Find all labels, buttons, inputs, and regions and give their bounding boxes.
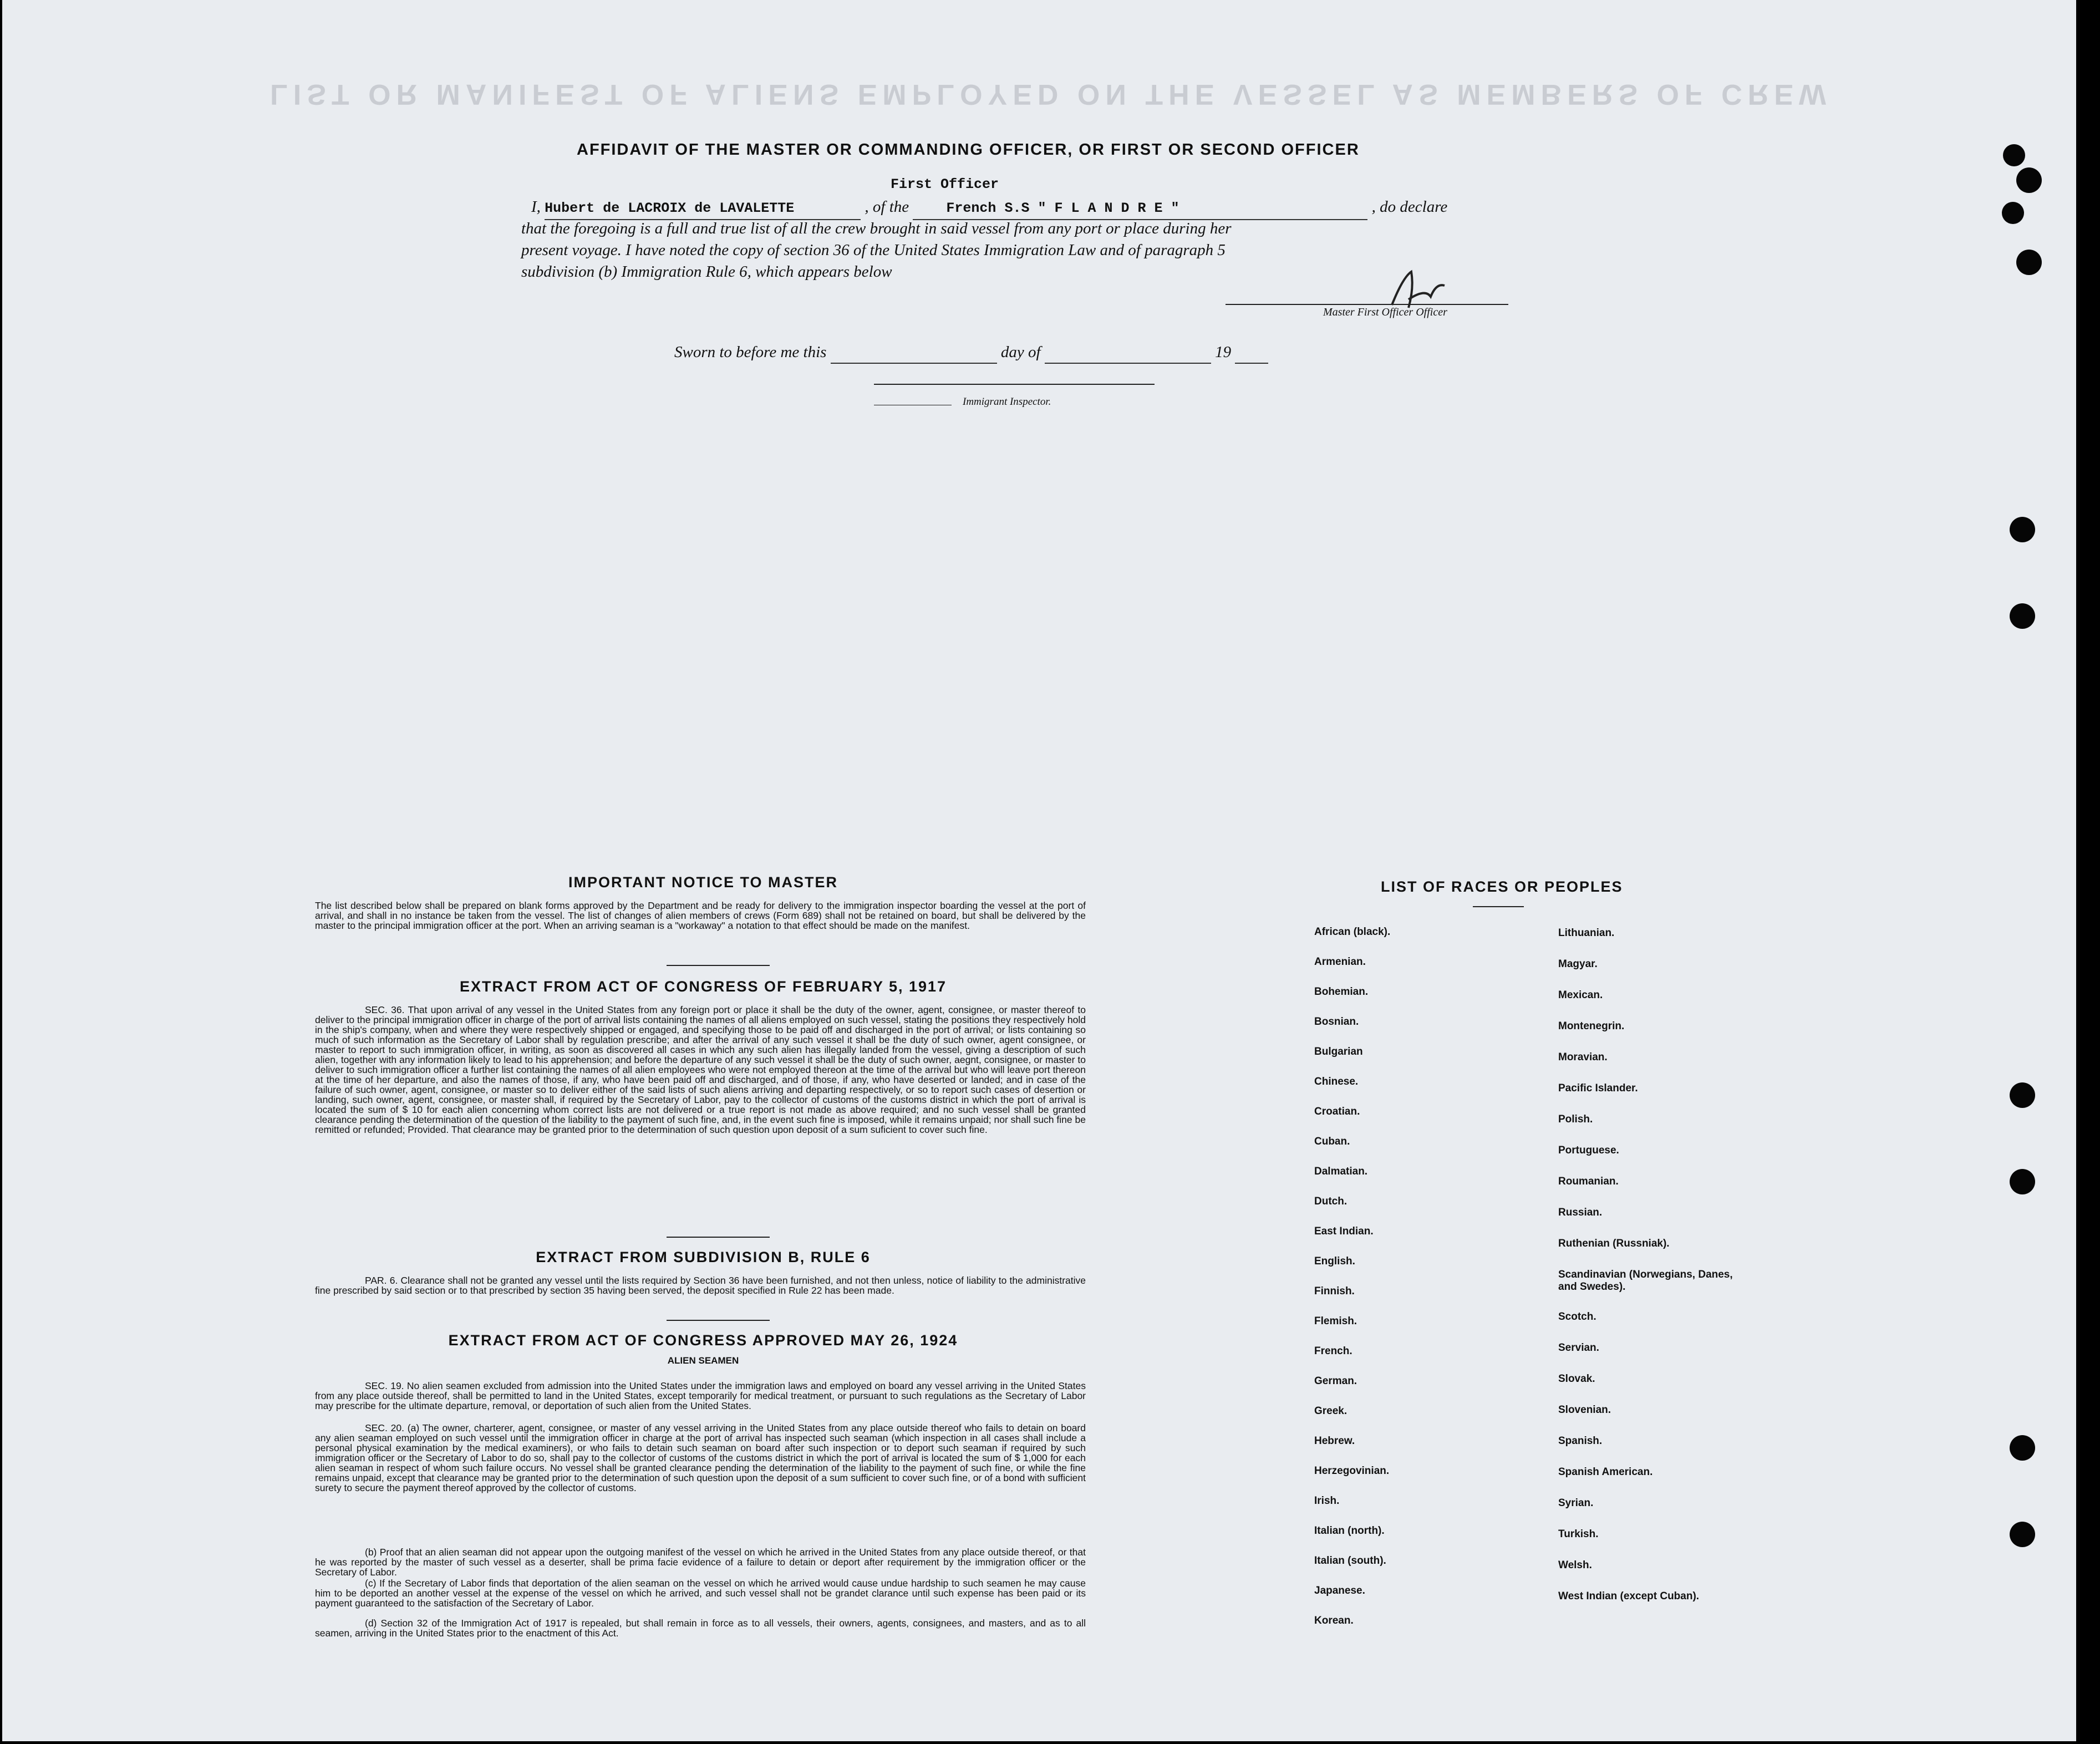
extract-rule6-title: EXTRACT FROM SUBDIVISION B, RULE 6 [536,1249,871,1265]
race-item: German. [1314,1375,1357,1387]
race-item: Irish. [1314,1495,1340,1507]
race-item: Russian. [1558,1207,1603,1218]
race-item: Pacific Islander. [1558,1082,1638,1094]
extract-1917-body: SEC. 36. That upon arrival of any vessel in the United States from any foreign port or place it shall be the duty of the owner, agent, consignee, or master thereof to deliver to the principal immigration officer in charge of the port of arrival lists containing the names of all aliens employed on such vessel, stating the positions they respectively hold in the ship's company, when and where they were respectively shipped or engaged, and specifying those to be paid off and discharged in the port of arrival; or lists containing so much of such information as the Secretary of Labor shall by regulation prescribe; and after the arrival of any such vessel it shall be the duty of such owner, agent consignee, or master to report to such immigration officer, in writing, as soon as discovered all cases in which any such alien has illegally landed from the vessel, giving a description of such alien, together with any information likely to lead to his apprehension; and before the departure of any such vessel it shall be the duty of such owner, aegnt, consignee, or master to deliver to such immigration officer a further list containing the names of all alien employees who were not employed thereon at the time of the arrival but who will leave port thereon at the time of her departure, and also the names of those, if any, who have been paid off and discharged, and of those, if any, who have deserted or landed; and in case of the failure of such owner, agent, consignee, or master so to deliver either of the said lists of such aliens arriving and departing respectively, or so to report such cases of desertion or landing, such owner, agent, consignee, or master shall, if required by the Secretary of Labor, pay to the collector of customs of the customs district in which the port of arrival is located the sum of $ 10 for each alien concerning whom correct lists are not delivered or a true report is not made as above required; and no such vessel shall be granted clearance pending the determination of the question of the liability to the payment of such fine, and, in the event such fine is imposed, while it remains unpaid; nor shall such fine be remitted or refunded; Provided. That clearance may be granted prior to the determination of such question upon deposit of a sum suficient to cover such fine. [315,1004,1086,1135]
master-name: Hubert de LACROIX de LAVALETTE [545,200,795,216]
race-item: Flemish. [1314,1315,1357,1327]
race-item: Bulgarian [1314,1046,1363,1057]
race-item: Hebrew. [1314,1435,1355,1447]
race-item: Syrian. [1558,1497,1594,1509]
race-item: Mexican. [1558,989,1603,1001]
race-item: Scotch. [1558,1311,1596,1323]
affidavit-line-2: that the foregoing is a full and true list of all the crew brought in said vessel from any port or place during her [521,220,1232,237]
race-item: Polish. [1558,1113,1593,1125]
extract-1924-sec20d: (d) Section 32 of the Immigration Act of 1917 is repealed, but shall remain in force as to all vessels, their owners, agents, consignees, and masters, and as to all seamen, arriving in the United States prior to the enactment of this Act. [315,1618,1086,1639]
race-item: Dalmatian. [1314,1166,1368,1177]
affidavit-line-3: present voyage. I have noted the copy of section 36 of the United States Immigration Law and of paragraph 5 [521,241,1226,259]
race-item: Korean. [1314,1615,1354,1626]
race-item: Magyar. [1558,958,1598,970]
extract-1924-sec20b: (b) Proof that an alien seaman did not appear upon the outgoing manifest of the vessel on which he arrived in the United States from any place outside thereof, or that he was reported by the master of such vessel as a deserter, shall be prima facie evidence of a failure to detain or deport after requirement by the immigration officer or the Secretary of Labor. [315,1547,1086,1578]
sworn-line [674,342,1268,364]
race-item: Spanish. [1558,1435,1603,1447]
race-item: Moravian. [1558,1051,1608,1063]
notice-body: The list described below shall be prepared on blank forms approved by the Department and be ready for delivery to the immigration inspector boarding the vessel at the port of arrival, and shall in no instance be taken from the vessel. The list of changes of alien members of crews (Form 689) shall not be retained on board, but shall be delivered by the master to the principal immigration officer at the port. When an arriving seaman is a "workaway" a notation to that effect should be made on the manifest. [315,900,1086,931]
punch-hole [2010,1082,2035,1108]
race-item: Welsh. [1558,1559,1592,1571]
day-of-text: day of [1000,343,1041,361]
punch-hole [2003,144,2025,166]
race-item: African (black). [1314,926,1391,938]
extract-1924-sec20a: SEC. 20. (a) The owner, charterer, agent, consignee, or master of any vessel arriving in the United States from any place outside thereof who fails to detain on board any alien seaman employed on such vessel until the immigration officer in charge at the port of arrival has inspected such seaman (which inspection in all cases shall include a personal physical examination by the medical examiners), or who fails to detain such seaman on board after such inspection or to deport such seaman if required by such immigration officer or the Secretary of Labor to do so, shall pay to the collector of customs of the customs district in which the port of arrival is located the sum of $ 1,000 for each alien seaman in respect of whom such failure occurs. No vessel shall be granted clearance pending the determination of the liability to the payment of such fine, or while the fine remains unpaid, except that clearance may be granted prior to the determination of such question upon the deposit of a sum sufficient to cover such fine, or of a bond with sufficient surety to secure the payment thereof approved by the collector of customs. [315,1422,1086,1493]
race-item: Japanese. [1314,1585,1365,1596]
extract-rule6-body: PAR. 6. Clearance shall not be granted any vessel until the lists required by Section 36 have been furnished, and not then unless, notice of liability to the administrative fine prescribed by said section or to that prescribed by section 35 having been served, the deposit specified in Rule 22 has been made. [315,1275,1086,1296]
race-item: Italian (north). [1314,1525,1385,1537]
race-item: Bohemian. [1314,986,1369,998]
race-item: Ruthenian (Russniak). [1558,1238,1670,1249]
bleed-through-text: LIST OR MANIFEST OF ALIENS EMPLOYED ON THE VESSEL AS MEMBERS OF CREW [270,78,1832,110]
race-item: Slovenian. [1558,1404,1611,1416]
of-the-text: , of the [865,198,909,216]
race-item: French. [1314,1345,1352,1357]
race-item: Roumanian. [1558,1176,1619,1187]
divider [667,1320,770,1321]
race-item: West Indian (except Cuban). [1558,1590,1700,1602]
extract-1924-sec20c: (c) If the Secretary of Labor finds that deportation of the alien seaman on the vessel on which he arrived would cause undue hardship to such seamen he may cause him to be deported an another vessel at the expense of the vessel on which he arrived, and such vessel shall not be grandet clarance until such expense has been paid or its payment guaranteed to the satisfaction of the Secretary of Labor. [315,1578,1086,1609]
race-item: Dutch. [1314,1196,1348,1207]
punch-hole [2010,1169,2035,1194]
punch-hole [2010,1435,2035,1461]
vessel-name: French S.S " F L A N D R E " [946,200,1179,216]
punch-hole [2002,202,2024,224]
affidavit-title: AFFIDAVIT OF THE MASTER OR COMMANDING OFFICER, OR FIRST OR SECOND OFFICER [577,141,1360,159]
race-item: East Indian. [1314,1226,1374,1237]
races-title-underline [1473,906,1524,907]
notice-title: IMPORTANT NOTICE TO MASTER [568,874,838,891]
race-item: Italian (south). [1314,1555,1386,1567]
race-item: Cuban. [1314,1136,1350,1147]
race-item: Finnish. [1314,1285,1355,1297]
race-item: English. [1314,1255,1355,1267]
punch-hole [2010,603,2035,629]
race-item: Herzegovinian. [1314,1465,1390,1477]
inspector-caption: Immigrant Inspector. [963,396,1051,408]
punch-hole [2010,1522,2035,1547]
affidavit-line-1 [531,196,1518,220]
year-prefix: 19 [1215,343,1232,361]
race-item: Servian. [1558,1342,1599,1354]
race-item: Lithuanian. [1558,927,1615,939]
race-item: Croatian. [1314,1106,1360,1117]
extract-1917-title: EXTRACT FROM ACT OF CONGRESS OF FEBRUARY 5, 1917 [459,978,947,995]
punch-hole [2016,167,2042,193]
race-item: Montenegrin. [1558,1020,1625,1032]
race-item: Spanish American. [1558,1466,1653,1478]
race-item: Slovak. [1558,1373,1595,1385]
affidavit-line-4: subdivision (b) Immigration Rule 6, which appears below [521,263,892,281]
signature-line [1226,304,1508,305]
race-item: Portuguese. [1558,1145,1619,1156]
punch-hole [2016,250,2042,275]
signature-caption: Master First Officer Officer [1323,306,1447,318]
race-item: Turkish. [1558,1528,1599,1540]
race-item: Armenian. [1314,956,1366,968]
punch-hole [2010,517,2035,542]
do-declare-text: , do declare [1371,198,1448,216]
race-item: Chinese. [1314,1076,1359,1087]
race-item: Greek. [1314,1405,1348,1417]
extract-1924-title: EXTRACT FROM ACT OF CONGRESS APPROVED MAY 26, 1924 [448,1332,958,1349]
divider [667,1237,770,1238]
officer-rank: First Officer [891,176,999,192]
extract-1924-subtitle: ALIEN SEAMEN [667,1355,739,1366]
line1-prefix: I, [531,198,541,216]
inspector-signature-line [874,384,1155,385]
race-item: Scandinavian (Norwegians, Danes, and Swedes). [1558,1269,1733,1293]
race-item: Bosnian. [1314,1016,1359,1028]
races-title: LIST OF RACES OR PEOPLES [1381,878,1623,895]
sworn-prefix: Sworn to before me this [674,343,827,361]
divider [667,965,770,966]
extract-1924-sec19: SEC. 19. No alien seamen excluded from admission into the United States under the immigration laws and employed on board any vessel arriving in the United States from any place outside thereof, shall be permitted to land in the United States, except temporarily for medical treatment, or pursuant to such regulations as the Secretary of Labor may prescribe for the ultimate departure, removal, or deportation of such alien from the United States. [315,1380,1086,1411]
